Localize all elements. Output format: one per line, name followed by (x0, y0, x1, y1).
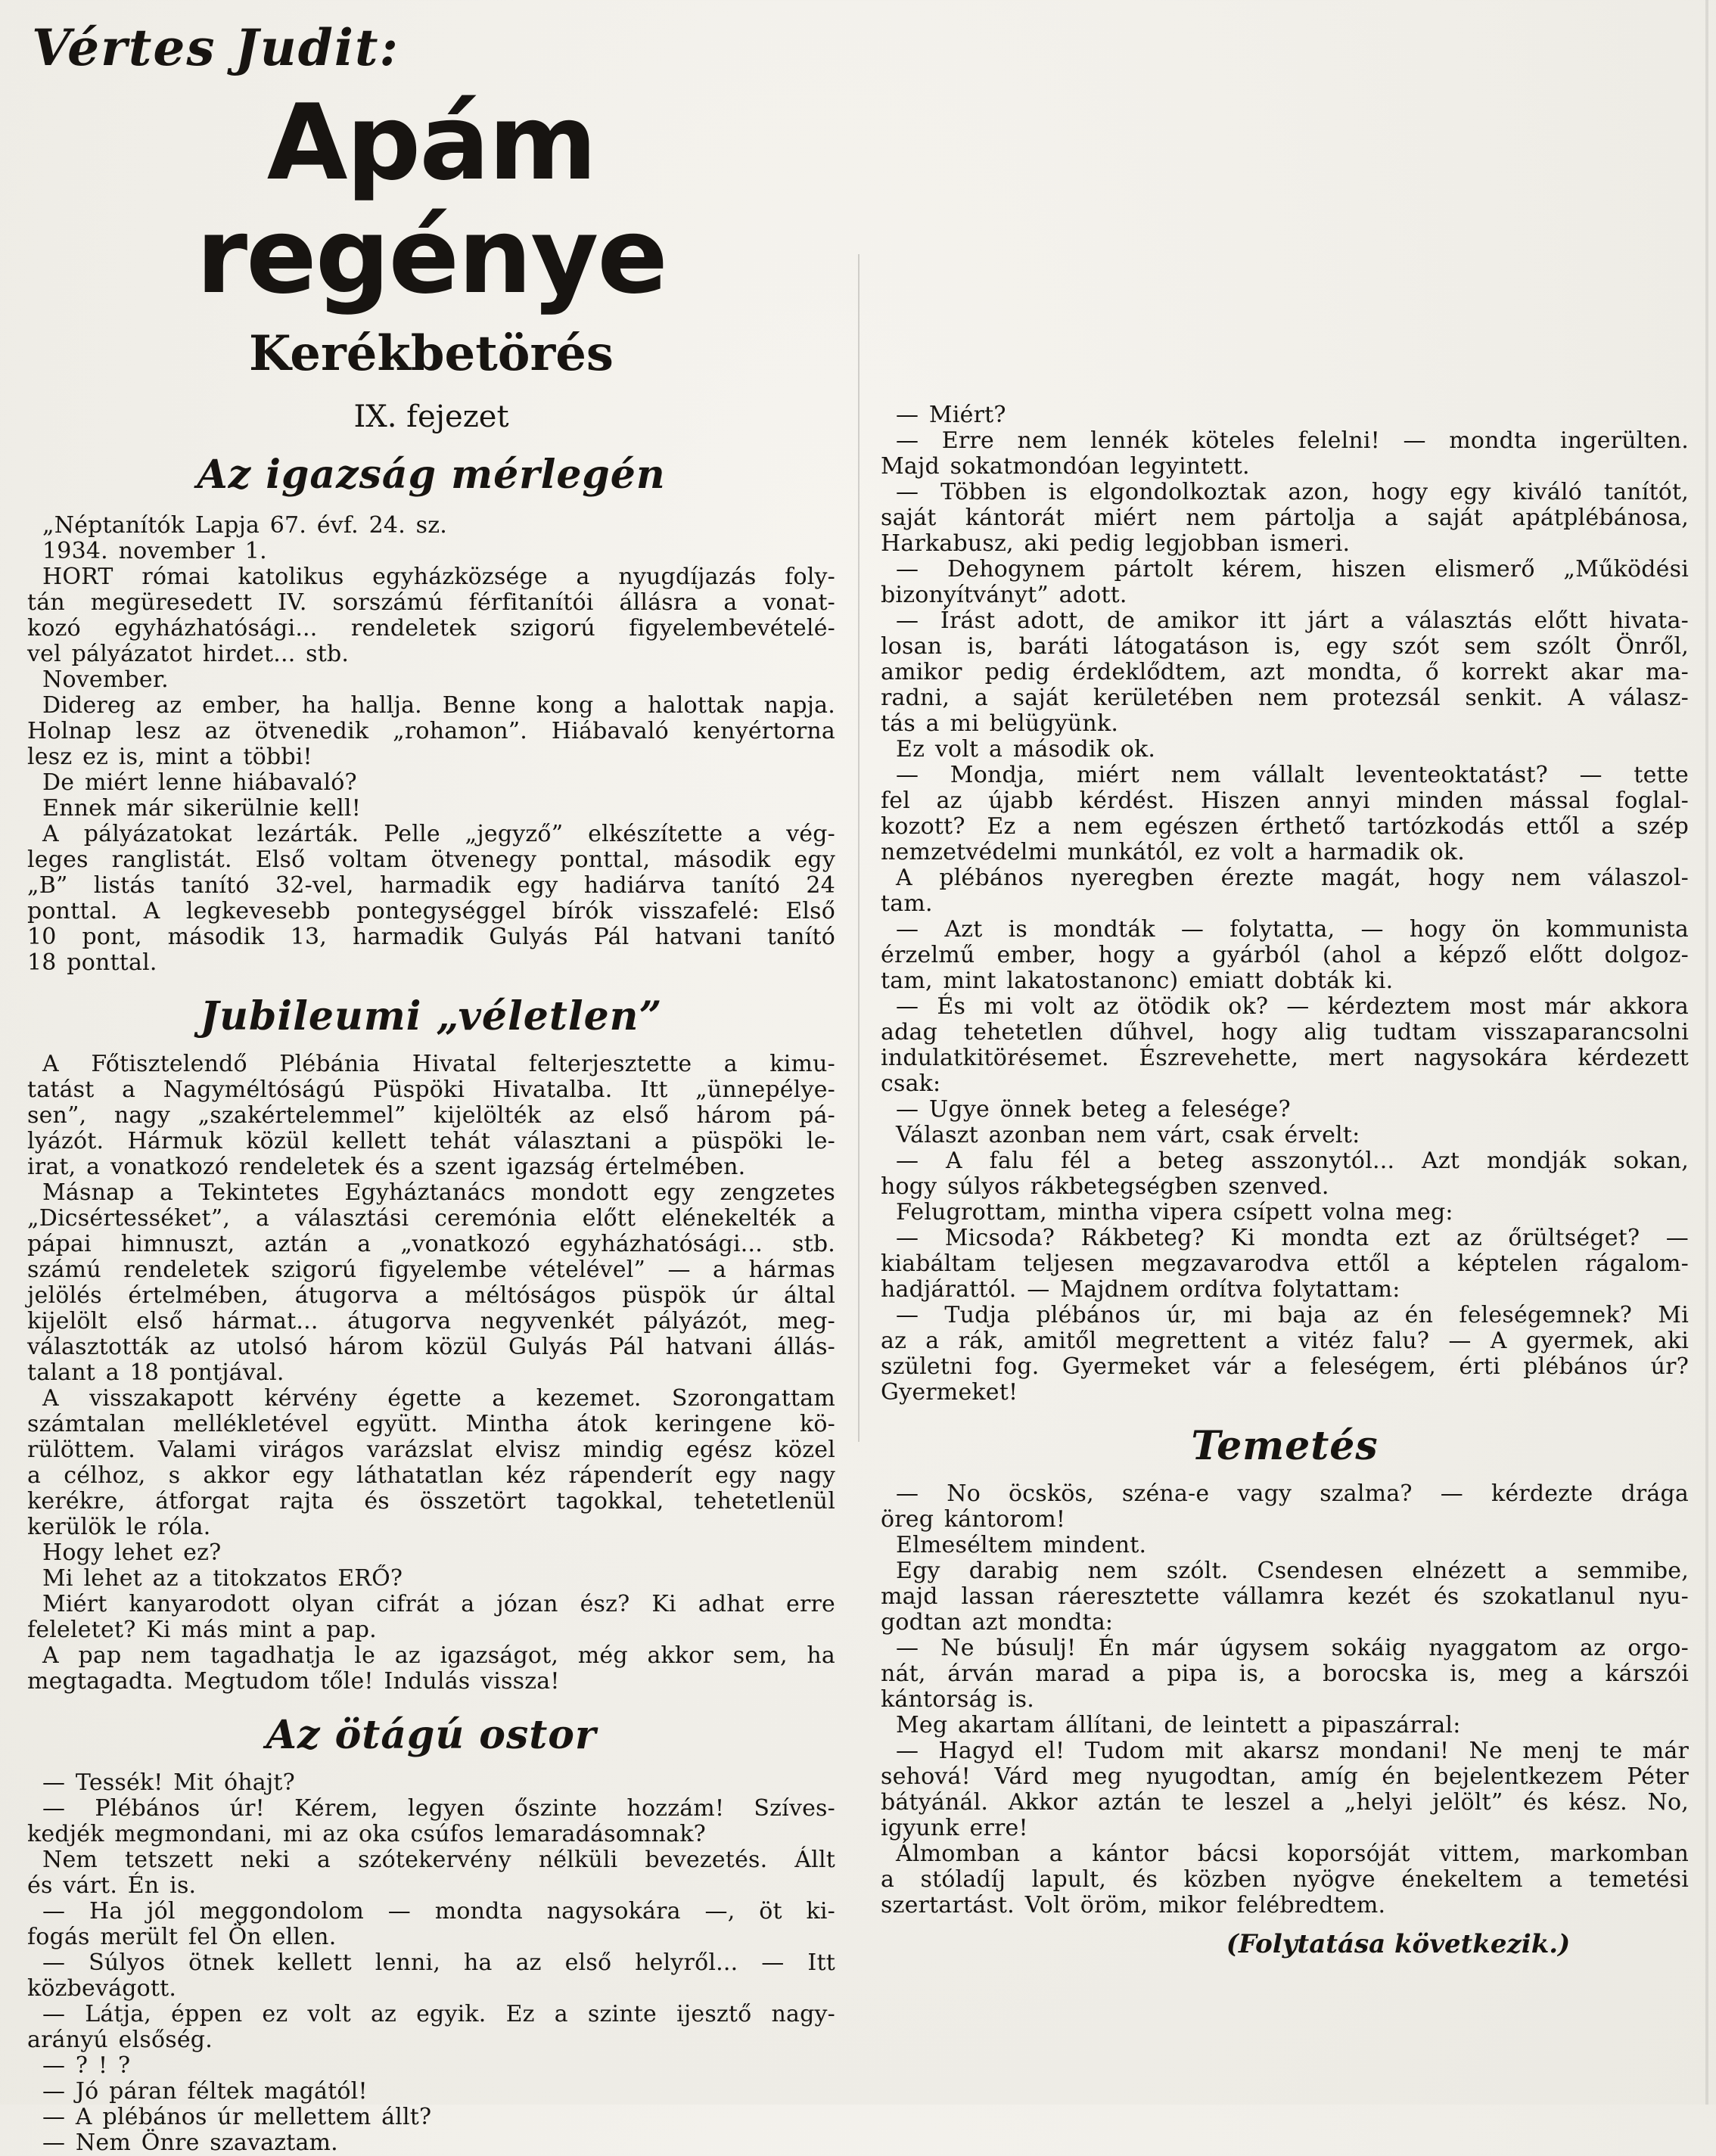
section-heading-az-otagu-ostor: Az ötágú ostor (266, 1712, 597, 1758)
chapter-label: IX. fejezet (353, 399, 509, 434)
article-subtitle: Kerékbetörés (249, 325, 614, 382)
paragraph: Felugrottam, mintha vipera csípett volna meg: (896, 1199, 1453, 1226)
dialogue-paragraph: — Tessék! Mit óhajt? (42, 1769, 295, 1796)
paragraph: A Főtisztelendő Plébánia Hivatal felterjesztette a kimu- tatást a Nagyméltóságú Püspöki Hivatalba. Itt „ünnepélye- sen”, nagy „szakértelemmel” kijelölték az első három pá- lyázót. Hármuk közül kellett tehát választani a püspöki le- irat, a vonatkozó rendeletek és a szent igazság értelmében. (27, 1051, 835, 1180)
paragraph: 1934. november 1. (42, 538, 267, 564)
dialogue-paragraph: — Nem Önre szavaztam. (42, 2130, 338, 2156)
section-az-otagu-ostor (27, 1770, 835, 2156)
paragraph: A pap nem tagadhatja le az igazságot, még akkor sem, ha megtagadta. Megtudom tőle! Indulás vissza! (27, 1642, 835, 1695)
paragraph: Didereg az ember, ha hallja. Benne kong a halottak napja. Holnap lesz az ötvenedik „rohamon”. Hiábavaló kenyértorna lesz ez is, mint a többi! (27, 692, 835, 770)
section-heading-jubileumi-veletlen: Jubileumi „véletlen” (200, 993, 663, 1039)
paragraph: Választ azonban nem várt, csak érvelt: (896, 1122, 1360, 1148)
paragraph: Másnap a Tekintetes Egyháztanács mondott egy zengzetes „Dicsértesséket”, a választási ceremónia előtt elénekelték a pápai himnuszt, aztán a „vonatkozó egyházhatósági... stb. számú rendeletek szigorú figyelembe vételével” — a hármas jelölés értelmében, átugorva a méltóságos püspök úr által kijelölt első hármat... átugorva negyvenkét pályázót, meg- választották az utolsó három közül Gulyás Pál hatvani állás- talant a 18 pontjával. (27, 1179, 835, 1386)
section-temetes (881, 1481, 1689, 1959)
dialogue-paragraph: — Plébános úr! Kérem, legyen őszinte hozzám! Szíves- kedjék megmondani, mi az oka csúfos lemaradásomnak? (27, 1795, 835, 1847)
paragraph: Meg akartam állítani, de leintett a pipaszárral: (896, 1712, 1461, 1738)
dialogue-paragraph: — ? ! ? (42, 2052, 131, 2079)
dialogue-paragraph: — A plébános úr mellettem állt? (42, 2104, 432, 2130)
dialogue-paragraph: — Hagyd el! Tudom mit akarsz mondani! Ne menj te már sehová! Várd meg nyugodtan, amíg én bejelentkezem Péter bátyánál. Akkor aztán te leszel a „helyi jelölt” és kész. No, igyunk erre! (881, 1738, 1689, 1841)
section-heading-temetes: Temetés (1191, 1423, 1379, 1469)
paragraph: Mi lehet az a titokzatos ERŐ? (42, 1565, 403, 1592)
paragraph: Nem tetszett neki a szótekervény nélküli bevezetés. Állt és várt. Én is. (27, 1847, 835, 1899)
dialogue-paragraph: — Ne búsulj! Én már úgysem sokáig nyaggatom az orgo- nát, árván marad a pipa is, a borocska is, meg a kárszói kántorság is. (881, 1635, 1689, 1713)
article-header (27, 20, 835, 434)
dialogue-paragraph: — Ugye önnek beteg a felesége? (896, 1096, 1291, 1123)
dialogue-paragraph: — Micsoda? Rákbeteg? Ki mondta ezt az őrültséget? — kiabáltam teljesen megzavarodva ettől a képtelen rágalom- hadjárattól. — Majdnem ordítva folytattam: (881, 1225, 1689, 1303)
section-az-otagu-ostor-continued (881, 402, 1689, 1406)
dialogue-paragraph: — Súlyos ötnek kellett lenni, ha az első helyről... — Itt közbevágott. (27, 1949, 835, 2002)
paragraph: HORT római katolikus egyházközsége a nyugdíjazás foly- tán megüresedett IV. sorszámú férfitanítói állásra a vonat- kozó egyházhatósági... rendeletek szigorú figyelembevételé- vel pályázatot hirdet... stb. (27, 564, 835, 667)
right-column (881, 0, 1689, 2156)
paragraph: „Néptanítók Lapja 67. évf. 24. sz. (42, 512, 448, 539)
paragraph: Miért kanyarodott olyan cifrát a józan ész? Ki adhat erre feleletet? Ki más mint a pap. (27, 1591, 835, 1643)
paragraph: Egy darabig nem szólt. Csendesen elnézett a semmibe, majd lassan ráeresztette vállamra kezét és szokatlanul nyu- godtan azt mondta: (881, 1558, 1689, 1636)
paragraph: Elmeséltem mindent. (896, 1532, 1147, 1558)
dialogue-paragraph: — Ha jól meggondolom — mondta nagysokára —, öt ki- fogás merült fel Ön ellen. (27, 1898, 835, 1950)
paragraph: Ennek már sikerülnie kell! (42, 795, 361, 822)
paragraph: November. (42, 666, 169, 693)
dialogue-paragraph: — Látja, éppen ez volt az egyik. Ez a szinte ijesztő nagy- arányú elsőség. (27, 2001, 835, 2053)
dialogue-paragraph: — Írást adott, de amikor itt járt a választás előtt hivata- losan is, baráti látogatáson is, egy szót sem szólt Önről, amikor pedig érdeklődtem, azt mondta, ő korrekt akar ma- radni, a saját kerületében nem protezsál senkit. A válasz- tás a mi belügyünk. (881, 607, 1689, 737)
column-divider-rule (858, 254, 860, 1442)
dialogue-paragraph: — A falu fél a beteg asszonytól... Azt mondják sokan, hogy súlyos rákbetegségben szenved. (881, 1148, 1689, 1200)
dialogue-paragraph: — Jó páran féltek magától! (42, 2078, 368, 2105)
dialogue-paragraph: — Azt is mondták — folytatta, — hogy ön kommunista érzelmű ember, hogy a gyárból (ahol a képző előtt dolgoz- tam, mint lakatostanonc) emiatt dobták ki. (881, 916, 1689, 994)
left-column (27, 0, 835, 2156)
paragraph: A plébános nyeregben érezte magát, hogy nem válaszol- tam. (881, 865, 1689, 917)
section-az-igazsag-merlegen (27, 513, 835, 976)
dialogue-paragraph: — Mondja, miért nem vállalt leventeoktatást? — tette fel az újabb kérdést. Hiszen annyi minden mással foglal- kozott? Ez a nem egészen érthető tartózkodás ettől a szép nemzetvédelmi munkától, ez volt a harmadik ok. (881, 762, 1689, 865)
dialogue-paragraph: — És mi volt az ötödik ok? — kérdeztem most már akkora adag tehetetlen dűhvel, hogy alig tudtam visszaparancsolni indulatkitörésemet. Észrevehette, mert nagysokára kérdezett csak: (881, 993, 1689, 1097)
paragraph: De miért lenne hiábavaló? (42, 769, 357, 796)
dialogue-paragraph: — Többen is elgondolkoztak azon, hogy egy kiváló tanítót, saját kántorát miért nem pártolja a saját apátplébánosa, Harkabusz, aki pedig legjobban ismeri. (881, 479, 1689, 557)
paragraph: Hogy lehet ez? (42, 1539, 222, 1566)
dialogue-paragraph: — Erre nem lennék köteles felelni! — mondta ingerülten. Majd sokatmondóan legyintett. (881, 427, 1689, 480)
paragraph: A visszakapott kérvény égette a kezemet. Szorongattam számtalan mellékletével együtt. Mintha átok keringene kö- rülöttem. Valami virágos varázslat elvisz mindig egész közel a célhoz, s akkor egy láthatatlan kéz rápenderít egy nagy kerékre, átforgat rajta és összetört tagokkal, tehetetlenül kerülök le róla. (27, 1385, 835, 1540)
paragraph: A pályázatokat lezárták. Pelle „jegyző” elkészítette a vég- leges ranglistát. Első voltam ötvenegy ponttal, második egy „B” listás tanító 32-vel, harmadik egy hadiárva tanító 24 ponttal. A legkevesebb pontegységgel bírók visszafelé: Első 10 pont, második 13, harmadik Gulyás Pál hatvani tanító 18 ponttal. (27, 821, 835, 976)
section-jubileumi-veletlen (27, 1052, 835, 1695)
paragraph: Álmomban a kántor bácsi koporsóját vittem, markomban a stóladíj lapult, és közben nyögve énekeltem a temetési szertartást. Volt öröm, mikor felébredtem. (881, 1841, 1689, 1918)
paragraph: Ez volt a második ok. (896, 736, 1156, 763)
dialogue-paragraph: — Miért? (896, 402, 1006, 428)
dialogue-paragraph: — Dehogynem pártolt kérem, hiszen elismerő „Működési bizonyítványt” adott. (881, 556, 1689, 608)
section-heading-az-igazsag-merlegen: Az igazság mérlegén (197, 452, 666, 498)
dialogue-paragraph: — No öcskös, széna-e vagy szalma? — kérdezte drága öreg kántorom! (881, 1480, 1689, 1533)
article-title: Apám regénye (196, 82, 667, 317)
continuation-note: (Folytatása következik.) (1226, 1929, 1571, 1959)
dialogue-paragraph: — Tudja plébános úr, mi baja az én feleségemnek? Mi az a rák, amitől megrettent a vitéz falu? — A gyermek, aki születni fog. Gyermeket vár a feleségem, érti plébános úr? Gyermeket! (881, 1302, 1689, 1406)
author-byline: Vértes Judit: (32, 18, 399, 77)
